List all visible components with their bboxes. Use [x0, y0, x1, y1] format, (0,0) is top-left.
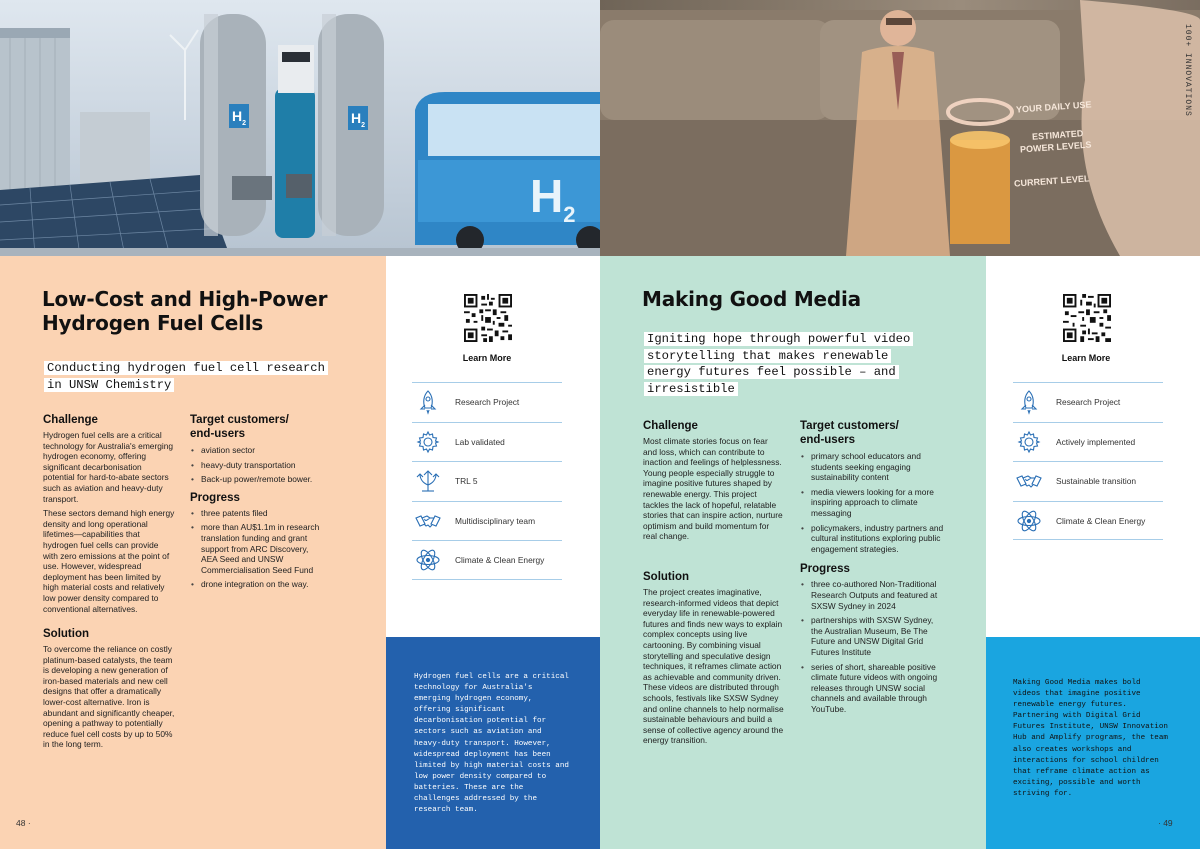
feature-item: Research Project	[1013, 382, 1163, 422]
feature-item: Research Project	[412, 382, 562, 422]
page-number-right: · 49	[1158, 818, 1173, 828]
left-summary-text: Hydrogen fuel cells are a critical technology for Australia's emerging hydrogen economy, offering significant decarbonisation potential for sectors such as aviation and heavy-duty transport. However, widespread deployment has been limited by high material costs and low power density compared to batteries. These are the challenges addressed by the research team.	[414, 673, 569, 815]
list-item: • partnerships with SXSW Sydney, the Australian Museum, Be The Future and UNSW Digital Grid Futures Institute	[800, 615, 946, 657]
growth-arrows-icon	[414, 467, 442, 495]
hydrogen-photo-illustration	[0, 0, 600, 256]
hologram-text-current-level: CURRENT LEVEL	[1013, 173, 1090, 189]
rocket-icon	[1015, 388, 1043, 416]
handshake-icon	[1015, 467, 1043, 495]
solution-paragraph: To overcome the reliance on costly platinum-based catalysts, the team is developing a new generation of iron-based materials and new cell designs that offer a dramatically lower-cost alternative. Iron is abundant and significantly cheaper, opening a pathway to potentially reduce fuel cell costs by up to 50% in the long term.	[43, 644, 175, 750]
left-target-section	[190, 413, 325, 594]
right-challenge-section	[643, 419, 783, 542]
right-solution-section	[643, 570, 785, 746]
list-item: • three patents filed	[190, 508, 325, 519]
h2-bus-label: $H_2$	[530, 170, 576, 228]
atom-icon	[1015, 507, 1043, 535]
progress-list	[190, 508, 325, 590]
learn-more-link[interactable]: Learn More	[462, 353, 512, 363]
h2-tank-label: $H_2$	[348, 106, 368, 130]
list-item: • heavy-duty transportation	[190, 460, 325, 471]
hydrogen-equipment-photo	[0, 0, 600, 256]
challenge-heading: Challenge	[43, 414, 98, 426]
hologram-text-power-levels: POWER LEVELS	[1019, 139, 1092, 155]
hologram-presenter-photo	[600, 0, 1200, 256]
left-challenge-section	[43, 413, 175, 614]
learn-more-link[interactable]: Learn More	[1061, 353, 1111, 363]
rocket-icon	[414, 388, 442, 416]
right-target-section	[800, 419, 946, 718]
left-page-title: Low-Cost and High-Power Hydrogen Fuel Cells	[42, 287, 328, 335]
list-item: • primary school educators and students seeking engaging sustainability content	[800, 451, 946, 483]
hologram-photo-illustration	[600, 0, 1200, 256]
left-feature-list	[412, 382, 562, 580]
feature-item: Climate & Clean Energy	[412, 540, 562, 580]
list-item: • series of short, shareable positive climate future videos with ongoing releases through UNSW social channels and available through YouTube.	[800, 662, 946, 715]
left-tagline: Conducting hydrogen fuel cell research in UNSW Chemistry	[44, 360, 374, 393]
progress-list	[800, 579, 946, 714]
challenge-paragraph: Hydrogen fuel cells are a critical technology for Australia's emerging hydrogen economy, offering significant decarbonisation potential for hard-to-abate sectors such as aviation and heavy-duty transport.	[43, 430, 174, 504]
challenge-paragraph: Most climate stories focus on fear and loss, which can contribute to inaction and feelings of helplessness. Young people especially struggle to imagine positive futures shaped by renewable energy. This project tackles the lack of hopeful, relatable stories that can inspire action, nurture optimism and build momentum for real change.	[643, 436, 783, 542]
hologram-text-estimated: ESTIMATED	[1031, 128, 1084, 142]
progress-heading: Progress	[190, 491, 240, 504]
right-feature-list	[1013, 382, 1163, 540]
challenge-heading: Challenge	[643, 420, 698, 432]
solution-heading: Solution	[43, 628, 89, 640]
solution-heading: Solution	[643, 571, 689, 583]
list-item: • drone integration on the way.	[190, 579, 325, 590]
page-number-left: 48 ·	[16, 818, 31, 828]
side-section-label: 100+ INNOVATIONS	[1183, 24, 1192, 117]
list-item: • media viewers looking for a more inspiring approach to climate messaging	[800, 487, 946, 519]
target-heading: Target customers/ end-users	[190, 414, 289, 440]
qr-code-icon[interactable]	[464, 294, 512, 342]
feature-item: Climate & Clean Energy	[1013, 501, 1163, 541]
challenge-paragraph: These sectors demand high energy density and long operational lifetimes—capabilities that hydrogen fuel cells can provide with zero emissions at the point of use. However, widespread deployment has been limited by high material costs and relatively low power density compared to conventional alternatives.	[43, 508, 175, 614]
list-item: • policymakers, industry partners and cultural institutions exploring public engagement strategies.	[800, 523, 946, 555]
list-item: • three co-authored Non-Traditional Research Outputs and featured at SXSW Sydney in 2024	[800, 579, 946, 611]
list-item: • Back-up power/remote bower.	[190, 474, 325, 485]
feature-item: TRL 5	[412, 461, 562, 501]
progress-heading: Progress	[800, 563, 850, 576]
left-solution-section	[43, 627, 175, 750]
gear-icon	[1015, 428, 1043, 456]
gear-icon	[414, 428, 442, 456]
target-heading: Target customers/ end-users	[800, 420, 899, 446]
feature-item: Sustainable transition	[1013, 461, 1163, 501]
feature-item: Actively implemented	[1013, 422, 1163, 462]
target-list	[190, 445, 325, 485]
feature-item: Multidisciplinary team	[412, 501, 562, 541]
qr-code-icon[interactable]	[1063, 294, 1111, 342]
right-tagline: Igniting hope through powerful video storytelling that makes renewable energy futures feel possible – and irresistible	[644, 331, 974, 397]
list-item: • aviation sector	[190, 445, 325, 456]
feature-item: Lab validated	[412, 422, 562, 462]
solution-paragraph: The project creates imaginative, research-informed videos that depict everyday life in renewable-powered futures and finds new ways to explain complex concepts using live cartooning. By combining visual storytelling and speculative design techniques, it reframes climate action as achievable and community driven. These videos are distributed through schools, festivals like SXSW Sydney and online channels to help normalise sustainable behaviours and build a sense of collective agency around the energy transition.	[643, 587, 784, 746]
right-summary-text: Making Good Media makes bold videos that imagine positive renewable energy futures. Partnering with Digital Grid Futures Institute, UNSW Innovation Hub and Amplify programs, the team also creates workshops and interactions for school children that reframe climate action as exciting, possible and worth striving for.	[1013, 679, 1168, 798]
list-item: • more than AU$1.1m in research translation funding and grant support from ARC Discovery, AEA Seed and UNSW Commercialisation Seed Fund	[190, 522, 325, 575]
hologram-text-daily-use: YOUR DAILY USE	[1015, 99, 1092, 115]
right-page-title: Making Good Media	[642, 287, 861, 311]
h2-tank-label: $H_2$	[229, 104, 249, 128]
target-list	[800, 451, 946, 554]
atom-icon	[414, 546, 442, 574]
handshake-icon	[414, 507, 442, 535]
